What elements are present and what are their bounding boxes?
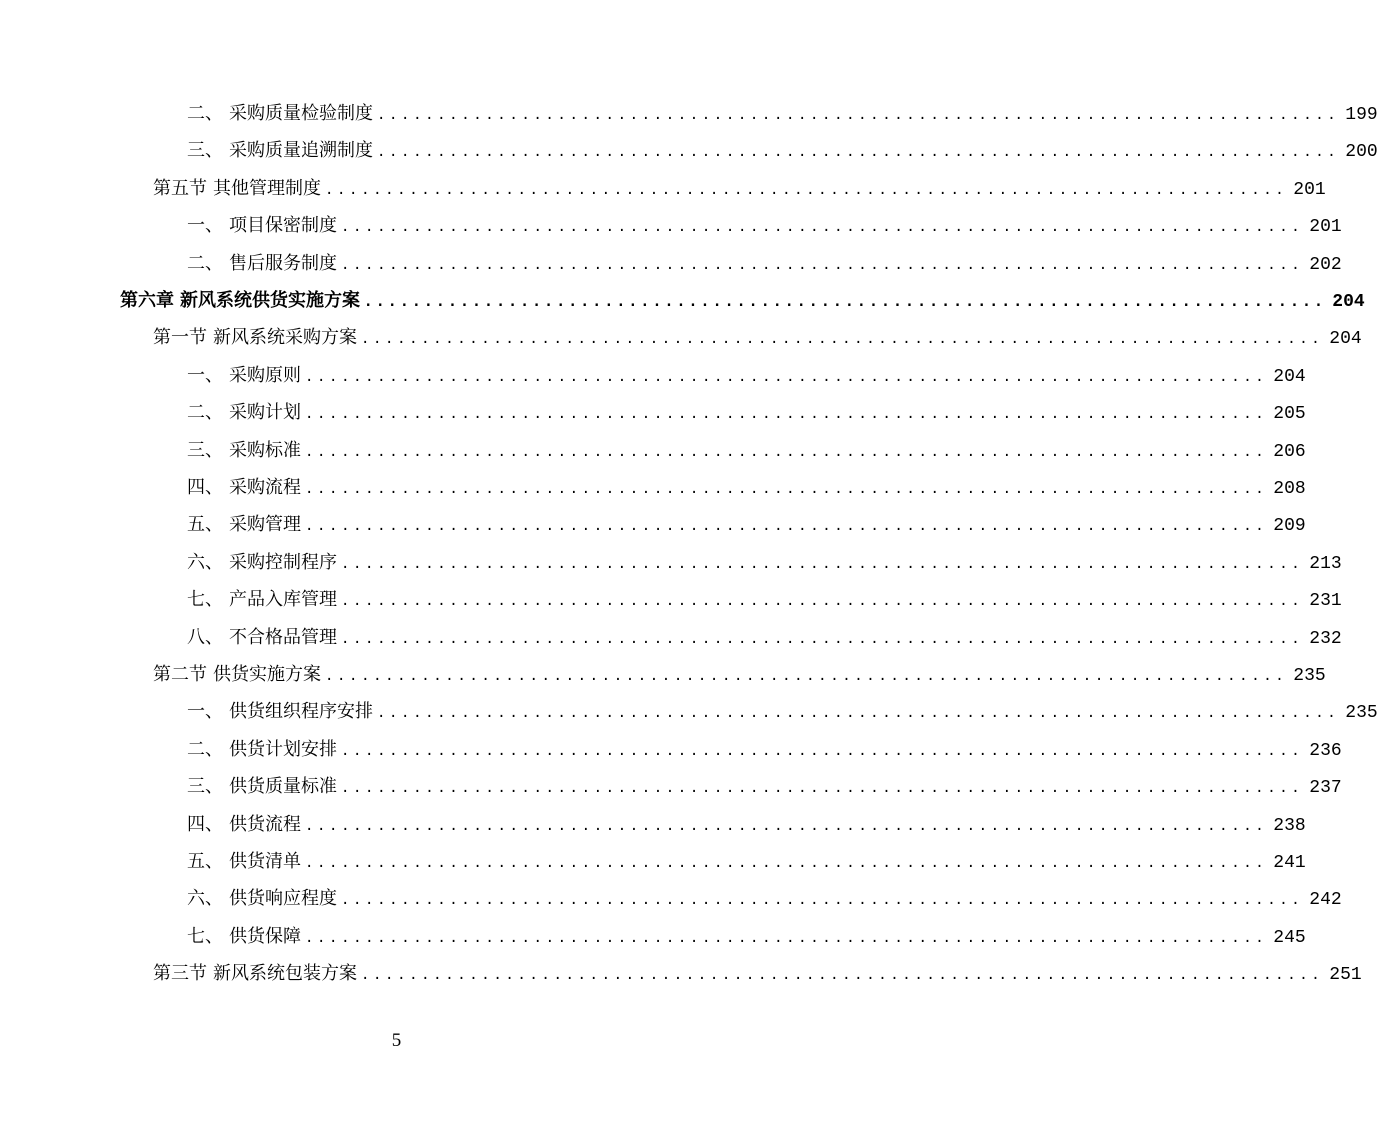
toc-entry-page: 238 — [1273, 815, 1306, 836]
toc-entry-title: 采购质量检验制度 — [229, 103, 373, 124]
toc-entry-number: 六、 — [187, 888, 223, 910]
toc-leader-dots: ................................................................................ — [305, 855, 1268, 871]
toc-entry-number: 四、 — [187, 477, 223, 498]
toc-entry-title: 采购控制程序 — [229, 551, 337, 573]
toc-entry-label — [187, 736, 337, 764]
toc-entry-title: 不合格品管理 — [229, 626, 337, 648]
toc-entry-page: 204 — [1329, 329, 1362, 350]
toc-entry-label — [187, 474, 301, 502]
page-number: 5 — [391, 1030, 402, 1051]
toc-entry-title: 供货组织程序安排 — [229, 701, 373, 723]
toc-entry-page: 202 — [1309, 254, 1342, 275]
toc-entry-number: 一、 — [187, 701, 223, 723]
toc-entry-page: 209 — [1273, 516, 1306, 537]
toc-leader-dots: ................................................................................ — [341, 780, 1304, 797]
toc-entry-label — [120, 287, 360, 315]
toc-leader-dots: ................................................................................ — [341, 892, 1304, 909]
toc-entry-item[interactable] — [187, 399, 1306, 427]
toc-entry-number: 三、 — [187, 776, 223, 798]
toc-entry-label — [153, 661, 321, 689]
toc-entry-number: 第二节 — [153, 664, 207, 685]
toc-entry-title: 供货计划安排 — [229, 738, 337, 760]
toc-entry-page: 235 — [1293, 666, 1326, 686]
toc-entry-item[interactable] — [187, 474, 1306, 502]
toc-entry-item[interactable] — [187, 549, 1342, 577]
toc-entry-item[interactable] — [187, 212, 1342, 240]
toc-entry-label — [187, 511, 301, 539]
toc-entry-section[interactable] — [153, 324, 1362, 352]
toc-leader-dots: ................................................................................ — [341, 593, 1304, 610]
toc-leader-dots: ................................................................................ — [364, 294, 1327, 310]
toc-entry-number: 二、 — [187, 252, 223, 274]
toc-entry-chapter[interactable] — [120, 287, 1365, 315]
toc-entry-label — [187, 100, 373, 128]
toc-entry-page: 213 — [1309, 553, 1342, 574]
toc-entry-number: 三、 — [187, 140, 223, 162]
toc-leader-dots: ................................................................................ — [361, 331, 1324, 348]
toc-entry-number: 三、 — [187, 439, 223, 461]
toc-entry-label — [153, 324, 357, 352]
toc-leader-dots: ................................................................................ — [305, 817, 1268, 834]
toc-entry-item[interactable] — [187, 773, 1342, 801]
toc-leader-dots: ................................................................................ — [377, 705, 1340, 722]
toc-entry-title: 新风系统采购方案 — [213, 327, 357, 349]
toc-entry-item[interactable] — [187, 885, 1342, 913]
toc-leader-dots: ................................................................................ — [377, 107, 1340, 123]
toc-entry-title: 供货响应程度 — [229, 888, 337, 910]
toc-entry-page: 232 — [1309, 628, 1342, 649]
toc-entry-page: 201 — [1309, 217, 1342, 238]
toc-entry-title: 新风系统包装方案 — [213, 963, 357, 985]
toc-entry-label — [187, 399, 301, 427]
toc-entry-page: 206 — [1273, 441, 1306, 462]
toc-leader-dots: ................................................................................ — [341, 630, 1304, 647]
toc-entry-label — [187, 698, 373, 726]
toc-entry-item[interactable] — [187, 362, 1306, 390]
toc-entry-label — [187, 586, 337, 614]
toc-entry-page: 231 — [1309, 591, 1342, 612]
toc-leader-dots: ................................................................................ — [325, 181, 1288, 198]
toc-entry-page: 204 — [1332, 292, 1365, 312]
toc-entry-number: 二、 — [187, 738, 223, 760]
toc-entry-title: 采购流程 — [229, 477, 301, 498]
toc-entry-section[interactable] — [153, 960, 1362, 988]
toc-entry-title: 采购原则 — [229, 364, 301, 386]
toc-entry-item[interactable] — [187, 137, 1378, 165]
toc-entry-number: 五、 — [187, 514, 223, 536]
toc-entry-number: 二、 — [187, 402, 223, 424]
toc-entry-title: 供货实施方案 — [213, 664, 321, 685]
toc-leader-dots: ................................................................................ — [341, 256, 1304, 273]
toc-entry-item[interactable] — [187, 736, 1342, 764]
toc-entry-title: 售后服务制度 — [229, 252, 337, 274]
toc-entry-title: 供货质量标准 — [229, 776, 337, 798]
toc-entry-number: 六、 — [187, 551, 223, 573]
toc-leader-dots: ................................................................................ — [341, 219, 1304, 236]
toc-entry-item[interactable] — [187, 437, 1306, 465]
toc-entry-title: 采购计划 — [229, 402, 301, 424]
toc-entry-label — [187, 362, 301, 390]
toc-entry-page: 237 — [1309, 778, 1342, 799]
toc-leader-dots: ................................................................................ — [341, 555, 1304, 572]
toc-entry-label — [187, 811, 301, 839]
toc-entry-title: 供货清单 — [229, 851, 301, 872]
toc-entry-page: 241 — [1273, 853, 1306, 873]
toc-entry-item[interactable] — [187, 624, 1342, 652]
toc-entry-title: 采购管理 — [229, 514, 301, 536]
toc-entry-label — [187, 885, 337, 913]
toc-leader-dots: ................................................................................ — [305, 443, 1268, 460]
toc-leader-dots: ................................................................................ — [361, 967, 1324, 984]
toc-entry-label — [187, 773, 337, 801]
toc-entry-label — [187, 549, 337, 577]
toc-entry-label — [187, 137, 373, 165]
toc-entry-page: 205 — [1273, 404, 1306, 425]
toc-entry-title: 供货保障 — [229, 925, 301, 947]
toc-entry-item[interactable] — [187, 811, 1306, 839]
toc-entry-page: 199 — [1345, 105, 1378, 125]
toc-leader-dots: ................................................................................ — [341, 742, 1304, 759]
toc-entry-page: 242 — [1309, 890, 1342, 911]
toc-entry-number: 八、 — [187, 626, 223, 648]
toc-entry-item[interactable] — [187, 698, 1378, 726]
toc-entry-number: 四、 — [187, 813, 223, 835]
toc-entry-item[interactable] — [187, 100, 1378, 128]
toc-entry-page: 204 — [1273, 366, 1306, 387]
toc-entry-number: 五、 — [187, 851, 223, 872]
toc-entry-section[interactable] — [153, 661, 1326, 689]
toc-entry-number: 七、 — [187, 589, 223, 611]
toc-entry-title: 新风系统供货实施方案 — [180, 290, 360, 311]
toc-leader-dots: ................................................................................ — [305, 368, 1268, 385]
toc-entry-number: 一、 — [187, 215, 223, 237]
toc-entry-label — [153, 175, 321, 203]
toc-entry-item[interactable] — [187, 511, 1306, 539]
toc-entry-title: 产品入库管理 — [229, 589, 337, 611]
toc-leader-dots: ................................................................................ — [305, 518, 1268, 535]
toc-entry-label — [187, 437, 301, 465]
toc-entry-label — [187, 848, 301, 876]
toc-entry-page: 208 — [1273, 479, 1306, 499]
toc-entry-number: 二、 — [187, 103, 223, 124]
toc-entry-title: 采购标准 — [229, 439, 301, 461]
toc-entry-number: 第一节 — [153, 327, 207, 349]
toc-entry-title: 采购质量追溯制度 — [229, 140, 373, 162]
toc-entry-label — [187, 624, 337, 652]
toc-entry-label — [153, 960, 357, 988]
toc-entry-section[interactable] — [153, 175, 1326, 203]
toc-entry-item[interactable] — [187, 250, 1342, 278]
toc-entry-page: 251 — [1329, 965, 1362, 986]
toc-entry-number: 第五节 — [153, 177, 207, 199]
toc-entry-number: 七、 — [187, 925, 223, 947]
toc-entry-number: 第六章 — [120, 290, 174, 311]
toc-entry-page: 235 — [1345, 703, 1378, 724]
toc-entry-title: 供货流程 — [229, 813, 301, 835]
toc-entry-label — [187, 923, 301, 951]
toc-leader-dots: ................................................................................ — [377, 144, 1340, 161]
toc-entry-number: 一、 — [187, 364, 223, 386]
toc-entry-title: 项目保密制度 — [229, 215, 337, 237]
toc-entry-page: 200 — [1345, 142, 1378, 163]
toc-entry-number: 第三节 — [153, 963, 207, 985]
toc-leader-dots: ................................................................................ — [305, 929, 1268, 946]
toc-leader-dots: ................................................................................ — [305, 406, 1268, 423]
toc-entry-item[interactable] — [187, 586, 1342, 614]
toc-entry-page: 245 — [1273, 927, 1306, 948]
toc-entry-page: 201 — [1293, 179, 1326, 200]
toc-leader-dots: ................................................................................ — [325, 668, 1288, 684]
toc-entry-page: 236 — [1309, 740, 1342, 761]
toc-entry-label — [187, 250, 337, 278]
toc-leader-dots: ................................................................................ — [305, 481, 1268, 497]
toc-entry-label — [187, 212, 337, 240]
toc-entry-item[interactable] — [187, 923, 1306, 951]
toc-entry-item[interactable] — [187, 848, 1306, 876]
toc-entry-title: 其他管理制度 — [213, 177, 321, 199]
